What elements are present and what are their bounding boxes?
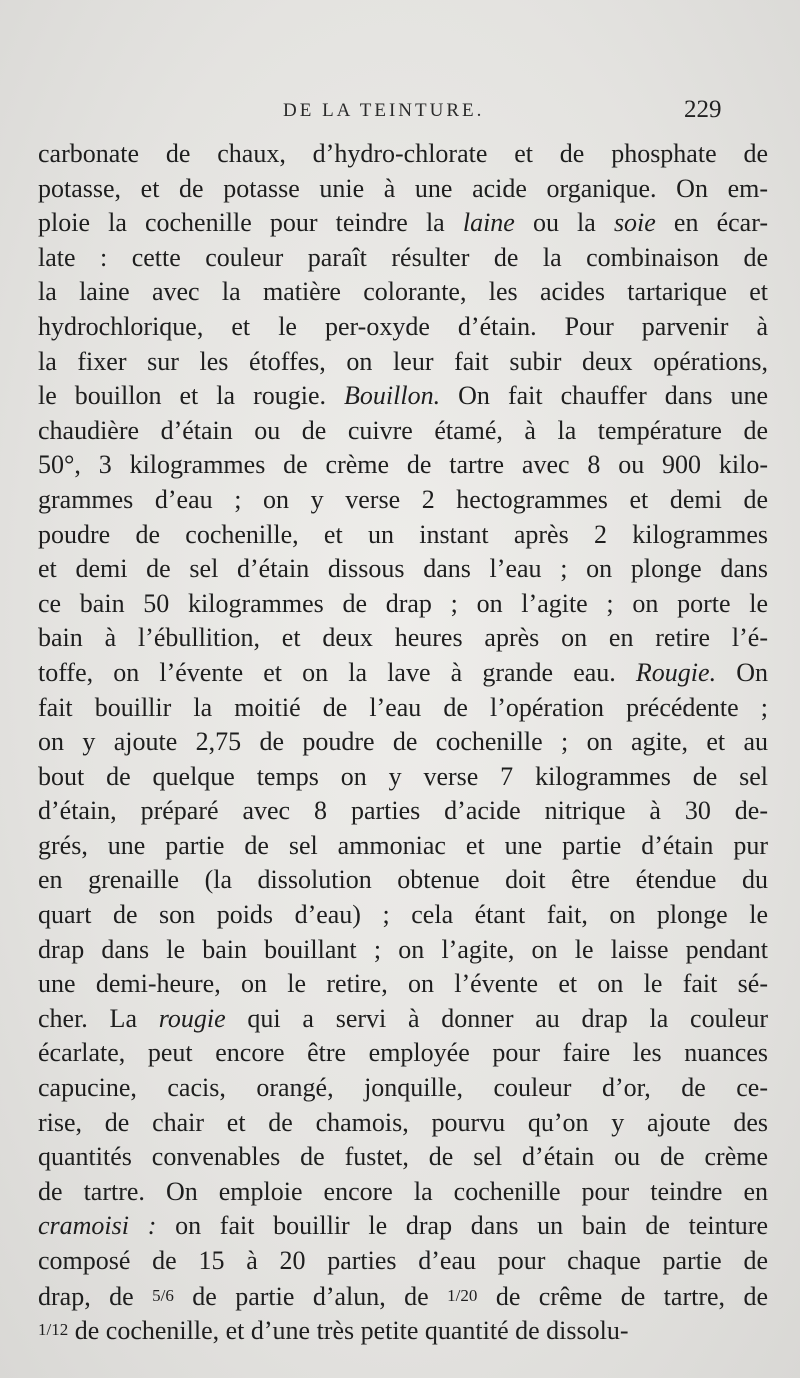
text-line	[38, 275, 768, 310]
text-line	[38, 172, 768, 207]
text-segment: composé de 15 à 20 parties d’eau pour chaque partie de	[38, 1246, 768, 1275]
text-line	[38, 310, 768, 345]
text-segment: drap dans le bain bouillant ; on l’agite, on le laisse pendant	[38, 934, 768, 964]
text-line	[38, 933, 768, 968]
text-segment: écarlate, peut encore être employée pour faire les nuances	[38, 1038, 768, 1068]
italic-term: laine	[462, 208, 515, 238]
italic-term: rougie	[158, 1003, 226, 1033]
fraction: 1/20	[447, 1285, 478, 1305]
text-segment: de partie d’alun, de	[173, 1281, 448, 1311]
text-segment: en grenaille (la dissolution obtenue doit être étendue du	[38, 865, 768, 895]
running-title: DE LA TEINTURE.	[283, 100, 485, 121]
text-segment: on fait bouillir le drap dans un bain de teinture	[156, 1211, 768, 1241]
italic-term: cramoisi :	[38, 1211, 157, 1241]
text-segment: ce bain 50 kilogrammes de drap ; on l’agite ; on porte le	[38, 588, 768, 618]
text-line	[38, 448, 768, 483]
text-line	[38, 1279, 768, 1314]
text-segment: de cochenille, et d’une très petite quantité de dissolu-	[68, 1316, 629, 1346]
fraction: 1/12	[38, 1320, 69, 1340]
text-line	[38, 725, 768, 760]
text-segment: On	[716, 657, 768, 687]
text-segment: le bouillon et la rougie.	[38, 381, 345, 411]
text-segment: une demi-heure, on le retire, on l’évente et on le fait sé-	[38, 969, 768, 999]
text-line	[38, 1244, 768, 1279]
text-segment: grés, une partie de sel ammoniac et une partie d’étain pur	[38, 830, 768, 860]
text-segment: rise, de chair et de chamois, pourvu qu’on y ajoute des	[38, 1107, 768, 1137]
text-segment: hydrochlorique, et le per-oxyde d’étain. Pour parvenir à	[38, 311, 768, 341]
text-line	[38, 1313, 768, 1348]
text-segment: potasse, et de potasse unie à une acide organique. On em-	[38, 173, 768, 203]
text-line	[38, 898, 768, 933]
text-segment: et demi de sel d’étain dissous dans l’eau ; on plonge dans	[38, 554, 768, 584]
text-segment: chaudière d’étain ou de cuivre étamé, à la température de	[38, 415, 768, 445]
text-line	[38, 621, 768, 656]
text-line	[38, 967, 768, 1002]
page-number: 229	[684, 96, 722, 123]
text-line	[38, 483, 768, 518]
text-segment: capucine, cacis, orangé, jonquille, couleur d’or, de ce-	[38, 1073, 768, 1103]
text-segment: cher. La	[38, 1003, 159, 1033]
text-segment: carbonate de chaux, d’hydro-chlorate et de phosphate de	[38, 139, 768, 168]
text-line	[38, 518, 768, 553]
text-line	[38, 414, 768, 449]
text-segment: late : cette couleur paraît résulter de la combinaison de	[38, 242, 768, 272]
text-segment: qui a servi à donner au drap la couleur	[225, 1003, 768, 1033]
text-segment: ou la	[514, 208, 614, 238]
text-line	[38, 1209, 768, 1244]
text-line	[38, 1140, 768, 1175]
text-segment: quart de son poids d’eau) ; cela étant fait, on plonge le	[38, 900, 768, 930]
text-line	[38, 829, 768, 864]
text-line	[38, 206, 768, 241]
text-line	[38, 1036, 768, 1071]
text-line	[38, 1071, 768, 1106]
text-segment: d’étain, préparé avec 8 parties d’acide nitrique à 30 de-	[38, 796, 768, 826]
text-line	[38, 691, 768, 726]
text-line	[38, 1002, 768, 1037]
text-segment: de crême de tartre, de	[477, 1281, 768, 1311]
text-line	[38, 760, 768, 795]
text-line	[38, 656, 768, 691]
text-segment: 50°, 3 kilogrammes de crème de tartre avec 8 ou 900 kilo-	[38, 450, 768, 480]
text-line	[38, 863, 768, 898]
text-segment: quantités convenables de fustet, de sel d’étain ou de crème	[38, 1142, 768, 1172]
text-segment: on y ajoute 2,75 de poudre de cochenille ; on agite, et au	[38, 727, 768, 757]
body-text	[38, 137, 768, 1348]
text-segment: de tartre. On emploie encore la cochenille pour teindre en	[38, 1176, 768, 1206]
text-line	[38, 794, 768, 829]
text-segment: grammes d’eau ; on y verse 2 hectogrammes et demi de	[38, 484, 768, 514]
text-line	[38, 379, 768, 414]
text-segment: toffe, on l’évente et on la lave à grande eau.	[38, 657, 636, 687]
italic-term: soie	[613, 208, 656, 238]
text-segment: poudre de cochenille, et un instant après 2 kilogrammes	[38, 519, 768, 549]
text-segment: ploie la cochenille pour teindre la	[38, 208, 463, 238]
text-segment: la fixer sur les étoffes, on leur fait subir deux opérations,	[38, 346, 768, 376]
text-segment: drap, de	[38, 1281, 153, 1311]
text-segment: bout de quelque temps on y verse 7 kilogrammes de sel	[38, 761, 768, 791]
text-segment: On fait chauffer dans une	[440, 381, 769, 411]
text-line	[38, 1175, 768, 1210]
text-line	[38, 552, 768, 587]
text-segment: bain à l’ébullition, et deux heures après on en retire l’é-	[38, 623, 768, 653]
text-segment: fait bouillir la moitié de l’eau de l’opération précédente ;	[38, 692, 768, 722]
text-segment: en écar-	[655, 208, 768, 238]
text-line	[38, 1106, 768, 1141]
fraction: 5/6	[152, 1285, 174, 1305]
text-line	[38, 241, 768, 276]
text-line	[38, 345, 768, 380]
italic-term: Rougie.	[635, 657, 717, 687]
text-line	[38, 137, 768, 172]
italic-term: Bouillon.	[344, 381, 441, 411]
text-line	[38, 587, 768, 622]
page-header	[0, 96, 800, 130]
text-segment: la laine avec la matière colorante, les acides tartarique et	[38, 277, 768, 307]
